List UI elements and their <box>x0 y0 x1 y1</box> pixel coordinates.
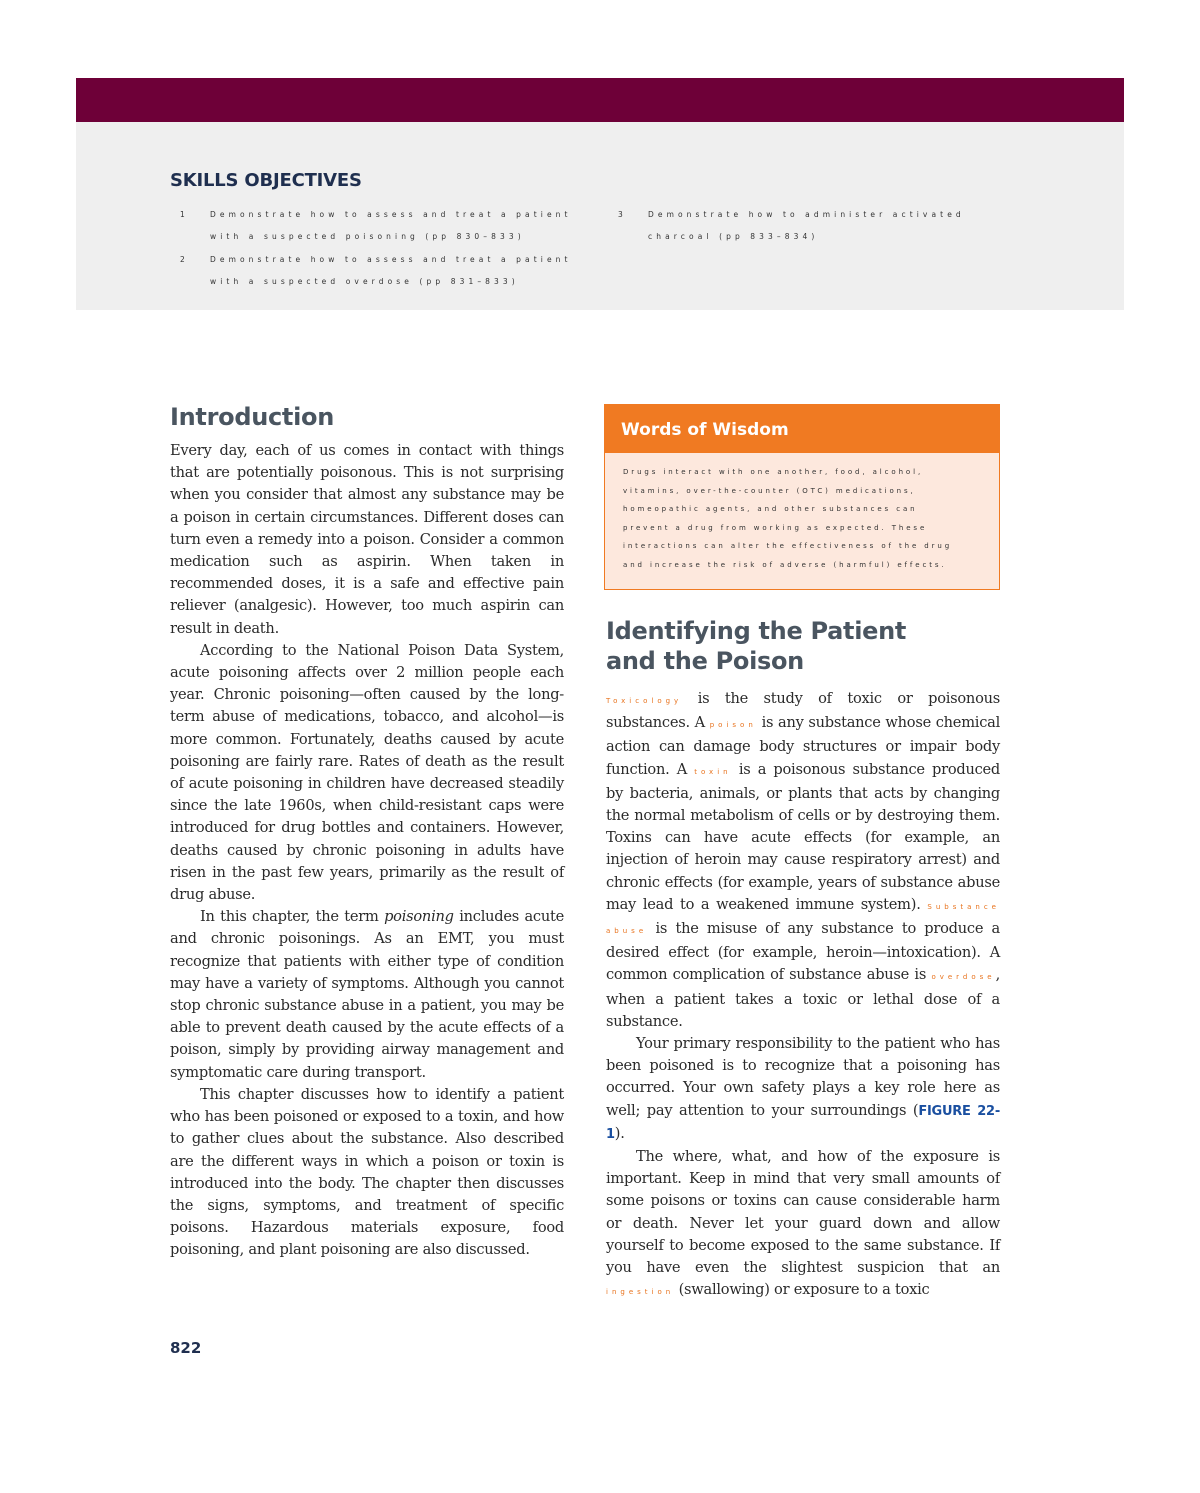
text-run: includes acute and chronic poisonings. As an EMT, you must recognize that patients with either type of condition may have a variety of symptoms. Although you cannot stop chronic substance abuse in a patient, you may be able to prevent death caused by the acute effects of a poison, simply by providing airway management and symptomatic care during transport. <box>170 908 564 1081</box>
key-term-poison[interactable]: poison <box>709 721 757 730</box>
identifying-section <box>606 616 1000 1303</box>
chapter-header-bar <box>76 78 1124 122</box>
figure-reference-link[interactable]: FIGURE 22-1 <box>606 1103 1000 1142</box>
identifying-heading <box>606 616 1000 676</box>
text-run: (swallowing) or exposure to a toxic <box>674 1281 930 1299</box>
objective-number: 3 <box>618 210 623 219</box>
text-run: ). <box>614 1124 625 1142</box>
text-run: , when a patient takes a toxic or lethal dose of a substance. <box>606 966 1000 1030</box>
intro-paragraph-1: Every day, each of us comes in contact with things that are potentially poisonous. This is not surprising when you consider that almost any substance may be a poison in certain circumstances. Different doses can turn even a remedy into a poison. Consider a common medication such as aspirin. When taken in recommended doses, it is a safe and effective pain reliever (analgesic). However, too much aspirin can result in death. <box>170 442 564 637</box>
words-of-wisdom-title: Words of Wisdom <box>605 405 999 453</box>
emphasis-term: poisoning <box>384 908 454 926</box>
text-run: is a poisonous substance produced by bacteria, animals, or plants that acts by changing the normal metabolism of cells or by destroying them. Toxins can have acute effects (for example, an injection of heroin may cause respiratory arrest) and chronic effects (for example, years of substance abuse may lead to a weakened immune system). <box>606 760 1001 913</box>
wisdom-line: interactions can alter the effectiveness of the drug <box>623 542 953 551</box>
text-run: Your primary responsibility to the patient who has been poisoned is to recognize that a poisoning has occurred. Your own safety plays a key role here as well; pay attention to your surroundings ( <box>606 1035 1000 1119</box>
skills-objectives-title: SKILLS OBJECTIVES <box>170 170 362 191</box>
objective-text-line: with a suspected overdose (pp 831–833) <box>210 277 519 286</box>
wisdom-line: Drugs interact with one another, food, alcohol, <box>623 468 924 476</box>
identifying-paragraph-1 <box>606 688 1000 1033</box>
heading-line: Identifying the Patient <box>606 617 907 645</box>
intro-paragraph-3 <box>170 906 564 1084</box>
text-run: The where, what, and how of the exposure is important. Keep in mind that very small amounts of some poisons or toxins can cause considerable harm or death. Never let your guard down and allow yourself to become exposed to the same substance. If you have even the slightest suspicion that an <box>606 1148 1000 1277</box>
wisdom-line: and increase the risk of adverse (harmful) effects. <box>623 560 947 569</box>
objective-number: 1 <box>180 210 185 219</box>
text-run: is any substance whose chemical action can damage body structures or impair body function. A <box>606 714 1000 778</box>
objective-number: 2 <box>180 255 185 264</box>
key-term-ingestion[interactable]: ingestion <box>606 1288 675 1297</box>
introduction-heading: Introduction <box>170 403 334 431</box>
text-run: is the misuse of any substance to produce a desired effect (for example, heroin—intoxication). A common complication of substance abuse is <box>606 920 1000 984</box>
key-term-toxicology[interactable]: Toxicology <box>606 697 683 705</box>
text-run: In this chapter, the term <box>200 908 385 926</box>
page-number: 822 <box>170 1339 202 1357</box>
key-term-overdose[interactable]: overdose <box>931 973 996 982</box>
intro-paragraph-4: This chapter discusses how to identify a patient who has been poisoned or exposed to a toxin, and how to gather clues about the substance. Also described are the different ways in which a poison or toxin is introduced into the body. The chapter then discusses the signs, symptoms, and treatment of specific poisons. Hazardous materials exposure, food poisoning, and plant poisoning are also discussed. <box>170 1085 564 1259</box>
objective-text-line: Demonstrate how to administer activated <box>648 210 965 219</box>
wisdom-line: prevent a drug from working as expected. These <box>623 523 928 532</box>
identifying-paragraph-2 <box>606 1033 1000 1146</box>
objective-text-line: charcoal (pp 833–834) <box>648 232 819 241</box>
words-of-wisdom-text <box>605 453 999 575</box>
words-of-wisdom-box <box>604 404 1000 590</box>
wisdom-line: vitamins, over-the-counter (OTC) medications, <box>623 486 916 495</box>
objective-text-line: Demonstrate how to assess and treat a patient <box>210 210 572 219</box>
objective-text-line: with a suspected poisoning (pp 830–833) <box>210 232 525 241</box>
key-term-substance-abuse[interactable]: Substance abuse <box>606 902 1000 936</box>
heading-line: and the Poison <box>606 647 804 675</box>
key-term-toxin[interactable]: toxin <box>694 767 732 776</box>
skills-objectives-panel <box>76 122 1124 310</box>
identifying-paragraph-3 <box>606 1146 1000 1303</box>
introduction-section <box>170 402 564 1262</box>
objective-text-line: Demonstrate how to assess and treat a patient <box>210 255 572 264</box>
text-run: is the study of toxic or poisonous substances. A <box>606 690 1000 732</box>
wisdom-line: homeopathic agents, and other substances can <box>623 505 918 514</box>
intro-paragraph-2: According to the National Poison Data System, acute poisoning affects over 2 million people each year. Chronic poisoning—often caused by the long-term abuse of medications, tobacco, and alcohol—is more common. Fortunately, deaths caused by acute poisoning are fairly rare. Rates of death as the result of acute poisoning in children have decreased steadily since the late 1960s, when child-resistant caps were introduced for drug bottles and containers. However, deaths caused by chronic poisoning in adults have risen in the past few years, primarily as the result of drug abuse. <box>170 641 564 904</box>
